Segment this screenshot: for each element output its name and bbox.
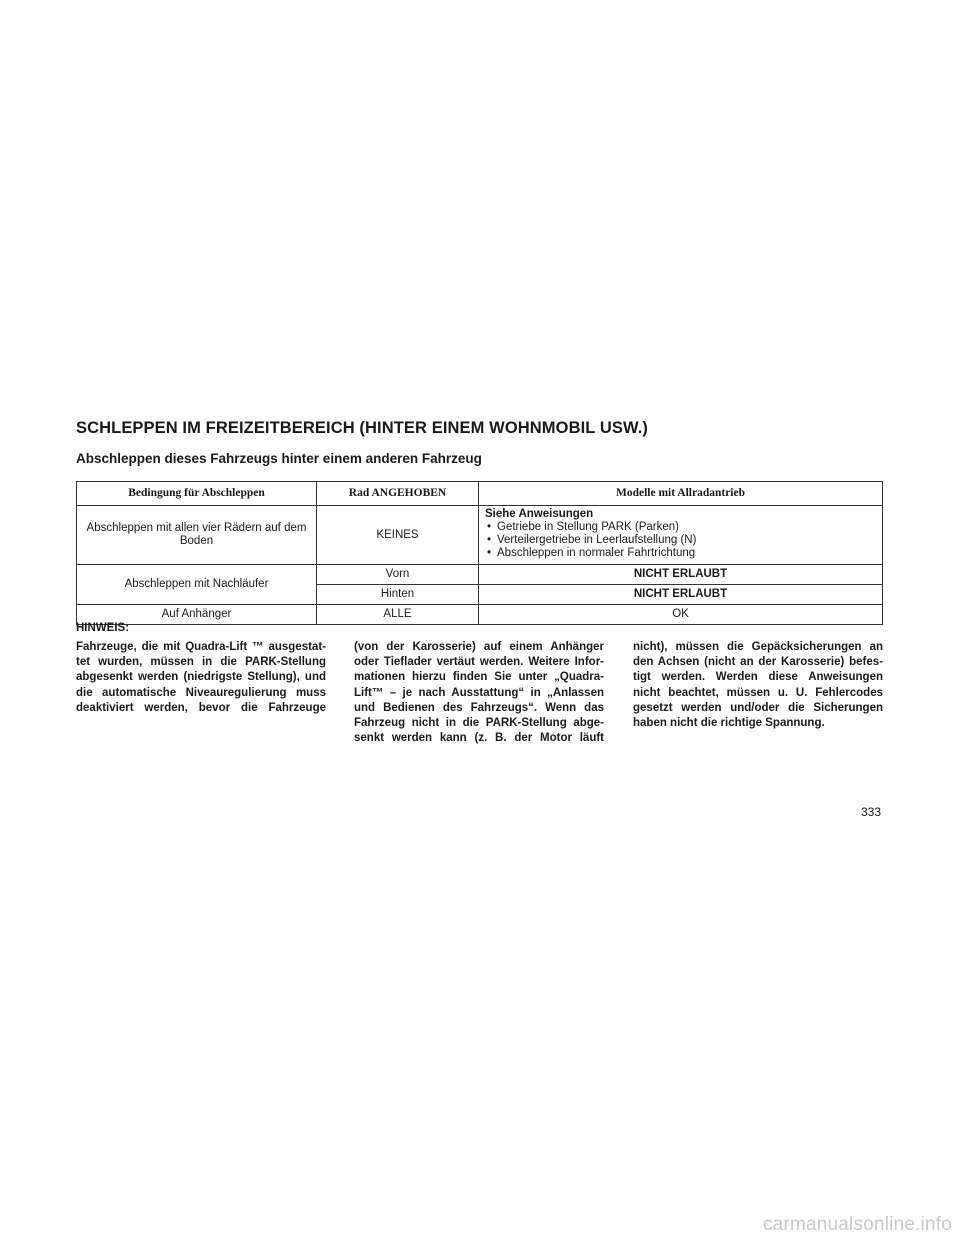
row3-condition: Auf Anhänger <box>77 605 317 625</box>
watermark: carmanualsonline.info <box>762 1214 952 1235</box>
row3-value: OK <box>479 605 883 625</box>
row1-instructions <box>479 506 883 565</box>
header-wheel-raised: Rad ANGEHOBEN <box>317 482 479 506</box>
row2-front-wheel: Vorn <box>317 565 479 585</box>
row2-rear-wheel: Hinten <box>317 585 479 605</box>
section-subtitle: Abschleppen dieses Fahrzeugs hinter einem anderen Fahrzeug <box>76 451 482 466</box>
list-item: • Getriebe in Stellung PARK (Parken) <box>485 521 876 534</box>
table-header-row <box>77 482 883 506</box>
row1-instructions-title: Siehe Anweisungen <box>485 508 594 520</box>
row2-front-value: NICHT ERLAUBT <box>479 565 883 585</box>
row1-wheel: KEINES <box>317 506 479 565</box>
header-4wd-models: Modelle mit Allradantrieb <box>479 482 883 506</box>
table-row <box>77 565 883 585</box>
note-column-1: Fahrzeuge, die mit Quadra-Lift ™ ausgestat-tet wurden, müssen in die PARK-Stellung abgesenkt werden (niedrigste Stellung), und die automatische Niveauregulierung muss deaktiviert werden, bevor die Fahrzeuge <box>76 641 326 714</box>
header-condition: Bedingung für Abschleppen <box>77 482 317 506</box>
row1-instructions-list <box>485 521 876 560</box>
row2-rear-value: NICHT ERLAUBT <box>479 585 883 605</box>
note-column-2: (von der Karosserie) auf einem Anhänger oder Tieflader vertäut werden. Weitere Infor-mationen hierzu finden Sie unter „Quadra-Lift™ – je nach Ausstattung“ in „Anlassen und Bedienen des Fahrzeugs“. Wenn das Fahrzeug nicht in die PARK-Stellung abge-senkt werden kann (z. B. der Motor läuft <box>354 641 604 745</box>
note-column-3: nicht), müssen die Gepäcksicherungen an den Achsen (nicht an der Karosserie) befes-tigt werden. Werden diese Anweisungen nicht beachtet, müssen u. U. Fehlercodes gesetzt werden und/oder die Sicherungen haben nicht die richtige Spannung. <box>633 641 883 730</box>
note-label: HINWEIS: <box>76 622 130 634</box>
list-item: • Verteilergetriebe in Leerlaufstellung (N) <box>485 534 876 547</box>
row3-wheel: ALLE <box>317 605 479 625</box>
table-row <box>77 506 883 565</box>
towing-table <box>76 481 883 625</box>
table-row <box>77 605 883 625</box>
row2-condition: Abschleppen mit Nachläufer <box>77 565 317 605</box>
section-title: SCHLEPPEN IM FREIZEITBEREICH (HINTER EINEM WOHNMOBIL USW.) <box>76 419 649 437</box>
list-item: • Abschleppen in normaler Fahrtrichtung <box>485 547 876 560</box>
page-number: 333 <box>861 805 882 819</box>
row1-condition: Abschleppen mit allen vier Rädern auf dem Boden <box>77 506 317 565</box>
